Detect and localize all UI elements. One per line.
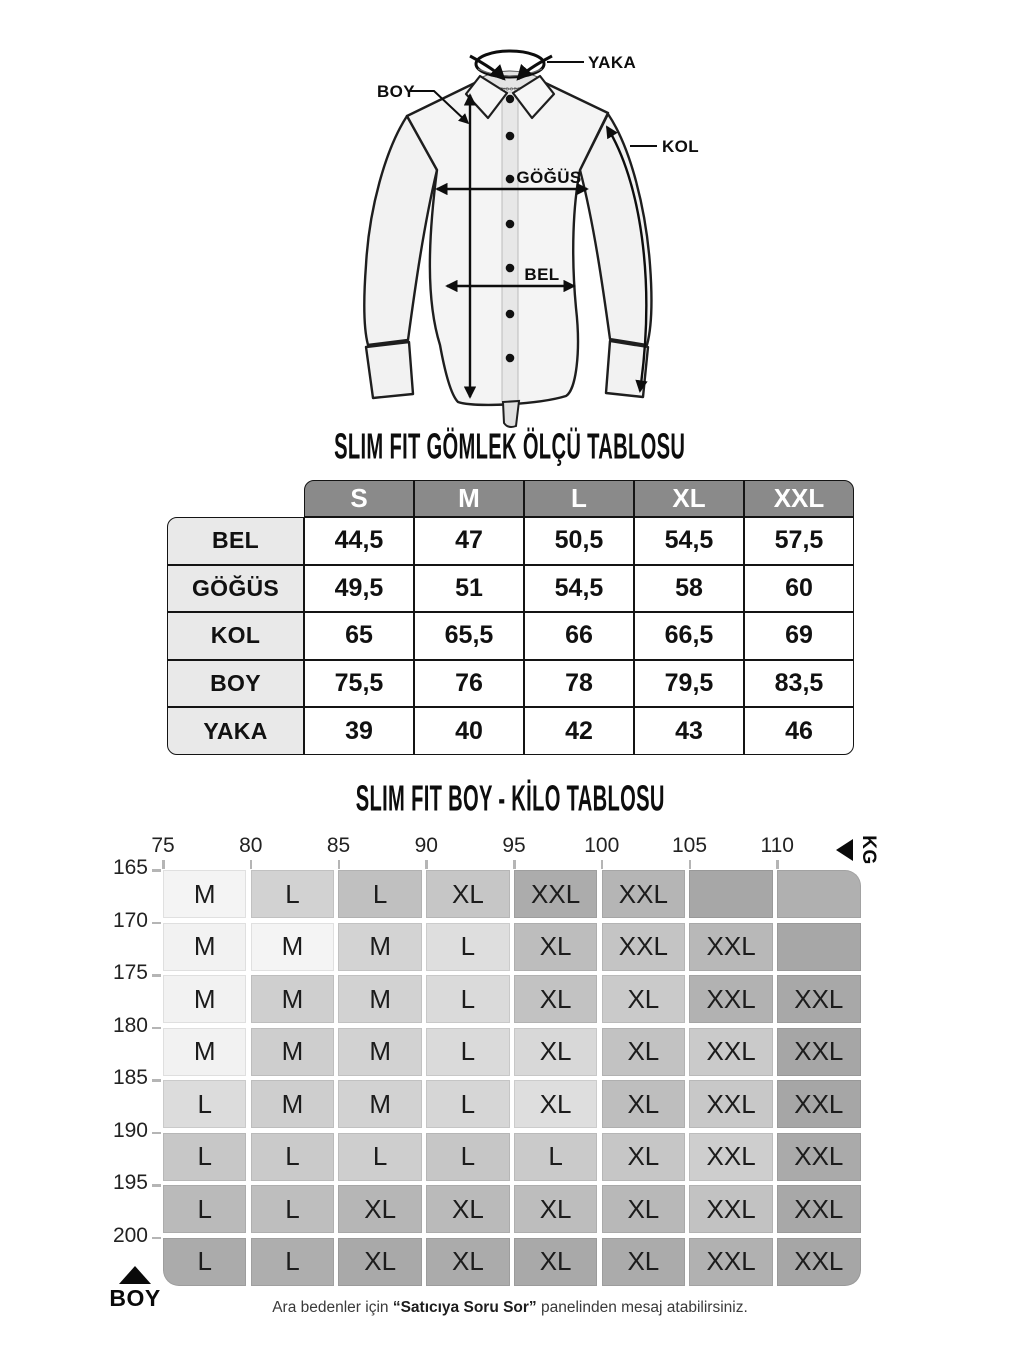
matrix-empty-cell	[777, 923, 860, 971]
measure-value-cell: 65,5	[414, 612, 524, 660]
height-axis-tick	[152, 974, 161, 977]
matrix-size-cell: M	[338, 1080, 421, 1128]
matrix-size-cell: XXL	[777, 1185, 860, 1233]
height-axis-tick-label: 190	[112, 1118, 148, 1142]
matrix-size-cell: L	[251, 1185, 334, 1233]
measure-value-cell: 39	[304, 707, 414, 755]
matrix-empty-cell	[777, 870, 860, 918]
matrix-size-cell: L	[426, 923, 509, 971]
matrix-size-cell: XXL	[689, 1028, 772, 1076]
measure-value-cell: 43	[634, 707, 744, 755]
matrix-size-cell: XXL	[689, 975, 772, 1023]
bel-diagram-label: BEL	[524, 265, 560, 284]
measure-value-cell: 65	[304, 612, 414, 660]
kg-axis-tick-label: 85	[326, 834, 351, 857]
height-axis-tick-label: 195	[112, 1171, 148, 1195]
footer-note: Ara bedenler için “Satıcıya Soru Sor” panelinden mesaj atabilirsiniz.	[272, 1299, 748, 1316]
measure-value-cell: 47	[414, 517, 524, 565]
kg-axis-tick	[162, 860, 165, 869]
shirt-placket-tail	[503, 401, 519, 427]
kg-axis-label: KG	[857, 835, 879, 865]
kg-axis	[151, 834, 863, 870]
height-axis-tick-label: 180	[112, 1013, 148, 1037]
kg-axis-tick	[338, 860, 341, 869]
matrix-size-cell: XXL	[602, 923, 685, 971]
kg-axis-tick	[250, 860, 253, 869]
matrix-size-cell: XXL	[689, 1080, 772, 1128]
matrix-size-cell: XXL	[777, 1133, 860, 1181]
matrix-size-cell: XXL	[689, 923, 772, 971]
size-column-header: XL	[634, 480, 744, 517]
measure-value-cell: 42	[524, 707, 634, 755]
kg-axis-tick-label: 105	[671, 834, 708, 857]
measure-value-cell: 54,5	[634, 517, 744, 565]
matrix-size-cell: XL	[426, 870, 509, 918]
kg-axis-tick-label: 80	[239, 834, 263, 857]
matrix-size-cell: L	[426, 1080, 509, 1128]
matrix-size-cell: XXL	[777, 1080, 860, 1128]
boy-diagram-label: BOY	[376, 82, 416, 101]
kg-axis-tick	[513, 860, 516, 869]
height-axis-tick	[152, 869, 161, 872]
height-axis-tick-label: 175	[112, 961, 148, 985]
kol-diagram-label: KOL	[662, 137, 700, 156]
measure-value-cell: 78	[524, 660, 634, 708]
measure-value-cell: 66	[524, 612, 634, 660]
matrix-size-cell: L	[426, 975, 509, 1023]
size-column-header: S	[304, 480, 414, 517]
size-column-header: M	[414, 480, 524, 517]
measure-value-cell: 83,5	[744, 660, 854, 708]
matrix-size-cell: M	[163, 923, 246, 971]
matrix-size-cell: XL	[514, 1185, 597, 1233]
matrix-size-cell: XL	[514, 1080, 597, 1128]
kg-axis-tick	[776, 860, 779, 869]
matrix-size-cell: XXL	[689, 1185, 772, 1233]
matrix-size-cell: XL	[602, 1028, 685, 1076]
matrix-size-cell: XXL	[514, 870, 597, 918]
matrix-size-cell: L	[251, 1238, 334, 1286]
measure-value-cell: 54,5	[524, 565, 634, 613]
matrix-size-cell: L	[163, 1080, 246, 1128]
matrix-size-cell: M	[251, 1080, 334, 1128]
kg-axis-marker	[836, 835, 883, 865]
brand-label: TUDORS	[499, 86, 521, 92]
matrix-size-cell: L	[338, 1133, 421, 1181]
size-column-header: L	[524, 480, 634, 517]
matrix-size-cell: XL	[338, 1185, 421, 1233]
kg-axis-tick	[601, 860, 604, 869]
matrix-size-cell: XXL	[689, 1238, 772, 1286]
matrix-size-cell: XL	[514, 1238, 597, 1286]
matrix-size-cell: L	[251, 870, 334, 918]
measure-value-cell: 40	[414, 707, 524, 755]
measure-value-cell: 69	[744, 612, 854, 660]
matrix-size-cell: XL	[602, 1080, 685, 1128]
height-axis-tick	[152, 1184, 161, 1187]
measure-row-label: KOL	[167, 612, 304, 660]
matrix-size-cell: XXL	[602, 870, 685, 918]
height-axis-tick	[152, 1132, 161, 1135]
matrix-size-cell: L	[514, 1133, 597, 1181]
measure-value-cell: 46	[744, 707, 854, 755]
gogus-diagram-label: GÖĞÜS	[516, 168, 582, 187]
matrix-size-cell: M	[338, 1028, 421, 1076]
kg-axis-tick-label: 75	[151, 834, 175, 857]
matrix-size-cell: M	[251, 923, 334, 971]
matrix-size-cell: XXL	[777, 1238, 860, 1286]
measure-value-cell: 50,5	[524, 517, 634, 565]
matrix-empty-cell	[689, 870, 772, 918]
height-axis-tick-label: 170	[112, 908, 148, 932]
kg-axis-tick-label: 95	[502, 834, 526, 857]
matrix-size-cell: XL	[426, 1185, 509, 1233]
matrix-size-cell: L	[426, 1028, 509, 1076]
matrix-size-cell: XXL	[777, 1028, 860, 1076]
measure-value-cell: 49,5	[304, 565, 414, 613]
matrix-size-cell: M	[163, 870, 246, 918]
matrix-size-cell: XXL	[689, 1133, 772, 1181]
kg-arrow-icon	[836, 839, 853, 861]
measure-value-cell: 60	[744, 565, 854, 613]
matrix-size-cell: M	[163, 975, 246, 1023]
kg-axis-tick-label: 110	[760, 834, 794, 857]
height-axis-tick	[152, 1027, 161, 1030]
height-weight-title: SLIM FIT BOY - KİLO TABLOSU	[355, 777, 665, 819]
boy-arrow-icon	[119, 1266, 151, 1284]
yaka-diagram-label: YAKA	[588, 53, 637, 72]
matrix-size-cell: XL	[602, 975, 685, 1023]
kg-axis-tick	[425, 860, 428, 869]
matrix-size-cell: XL	[602, 1238, 685, 1286]
matrix-size-cell: XL	[514, 923, 597, 971]
height-axis-tick-label: 200	[112, 1223, 148, 1247]
matrix-size-cell: M	[163, 1028, 246, 1076]
height-axis-tick-label: 165	[112, 856, 148, 879]
matrix-size-cell: XL	[338, 1238, 421, 1286]
size-table	[167, 480, 854, 755]
height-axis-tick	[152, 1079, 161, 1082]
footer-highlight: “Satıcıya Soru Sor”	[392, 1299, 537, 1316]
matrix-size-cell: M	[251, 975, 334, 1023]
measure-row-label: GÖĞÜS	[167, 565, 304, 613]
matrix-size-cell: L	[163, 1185, 246, 1233]
matrix-size-cell: XL	[602, 1133, 685, 1181]
matrix-size-cell: L	[426, 1133, 509, 1181]
height-weight-matrix	[163, 870, 861, 1286]
matrix-size-cell: XL	[514, 975, 597, 1023]
kg-axis-tick	[689, 860, 692, 869]
matrix-size-cell: M	[338, 923, 421, 971]
measure-value-cell: 58	[634, 565, 744, 613]
shirt-diagram	[0, 0, 1020, 460]
matrix-size-cell: L	[163, 1238, 246, 1286]
height-axis-tick	[152, 1237, 161, 1240]
measure-row-label: BOY	[167, 660, 304, 708]
measure-value-cell: 51	[414, 565, 524, 613]
measure-value-cell: 76	[414, 660, 524, 708]
measure-value-cell: 79,5	[634, 660, 744, 708]
matrix-size-cell: XL	[514, 1028, 597, 1076]
measure-value-cell: 44,5	[304, 517, 414, 565]
size-table-title: SLIM FIT GÖMLEK ÖLÇÜ TABLOSU	[334, 425, 686, 467]
kg-axis-tick-label: 100	[584, 834, 620, 857]
height-axis-tick-label: 185	[112, 1066, 148, 1090]
matrix-size-cell: XL	[602, 1185, 685, 1233]
size-table-corner	[167, 480, 304, 517]
matrix-size-cell: L	[251, 1133, 334, 1181]
measure-value-cell: 66,5	[634, 612, 744, 660]
kg-axis-tick-label: 90	[414, 834, 438, 857]
height-axis-tick	[152, 922, 161, 925]
matrix-size-cell: XXL	[777, 975, 860, 1023]
measure-row-label: YAKA	[167, 707, 304, 755]
measure-row-label: BEL	[167, 517, 304, 565]
size-column-header: XXL	[744, 480, 854, 517]
matrix-size-cell: L	[338, 870, 421, 918]
measure-value-cell: 75,5	[304, 660, 414, 708]
matrix-size-cell: M	[251, 1028, 334, 1076]
matrix-size-cell: XL	[426, 1238, 509, 1286]
measure-value-cell: 57,5	[744, 517, 854, 565]
matrix-size-cell: L	[163, 1133, 246, 1181]
matrix-size-cell: M	[338, 975, 421, 1023]
boy-axis-label: BOY	[109, 1285, 161, 1311]
